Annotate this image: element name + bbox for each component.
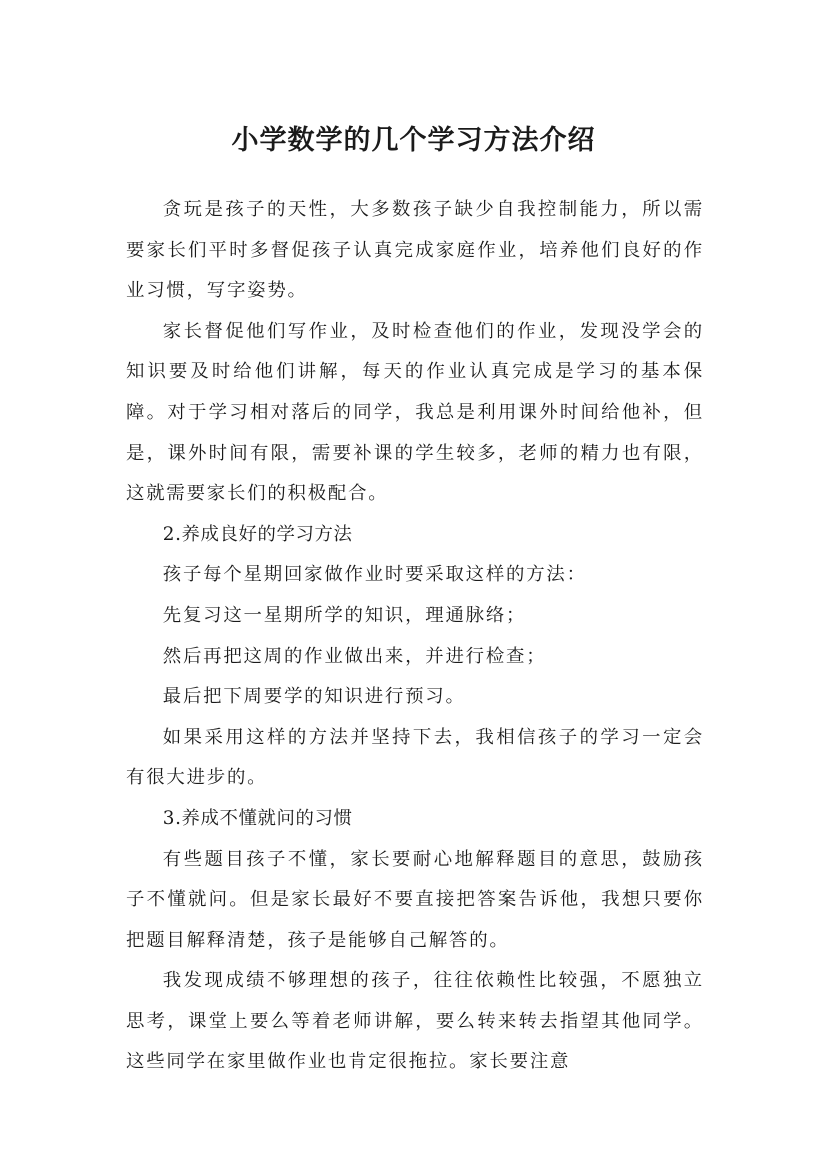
paragraph-method-step-2: 然后再把这周的作业做出来，并进行检查； — [162, 645, 547, 667]
section-heading-3: 3.养成不懂就问的习惯 — [162, 807, 353, 829]
document-body — [126, 190, 704, 1083]
paragraph-dependence: 我发现成绩不够理想的孩子，往往依赖性比较强，不愿独立思考，课堂上要么等着老师讲解，要么转来转去指望其他同学。这些同学在家里做作业也肯定很拖拉。家长要注意 — [126, 970, 704, 1073]
paragraph-method-step-1: 先复习这一星期所学的知识，理通脉络； — [162, 604, 527, 626]
paragraph-ask-questions: 有些题目孩子不懂，家长要耐心地解释题目的意思，鼓励孩子不懂就问。但是家长最好不要直接把答案告诉他，我想只要你把题目解释清楚，孩子是能够自己解答的。 — [126, 848, 704, 951]
paragraph-method-result: 如果采用这样的方法并坚持下去，我相信孩子的学习一定会有很大进步的。 — [126, 726, 704, 789]
section-heading-2: 2.养成良好的学习方法 — [162, 523, 353, 545]
paragraph-method-intro: 孩子每个星期回家做作业时要采取这样的方法： — [162, 564, 587, 586]
document-title: 小学数学的几个学习方法介绍 — [231, 125, 596, 157]
paragraph-method-step-3: 最后把下周要学的知识进行预习。 — [162, 686, 466, 708]
paragraph-intro: 贪玩是孩子的天性，大多数孩子缺少自我控制能力，所以需要家长们平时多督促孩子认真完成家庭作业，培养他们良好的作业习惯，写字姿势。 — [126, 199, 704, 302]
paragraph-supervise: 家长督促他们写作业，及时检查他们的作业，发现没学会的知识要及时给他们讲解，每天的作业认真完成是学习的基本保障。对于学习相对落后的同学，我总是利用课外时间给他补，但是，课外时间有限，需要补课的学生较多，老师的精力也有限，这就需要家长们的积极配合。 — [126, 320, 704, 505]
